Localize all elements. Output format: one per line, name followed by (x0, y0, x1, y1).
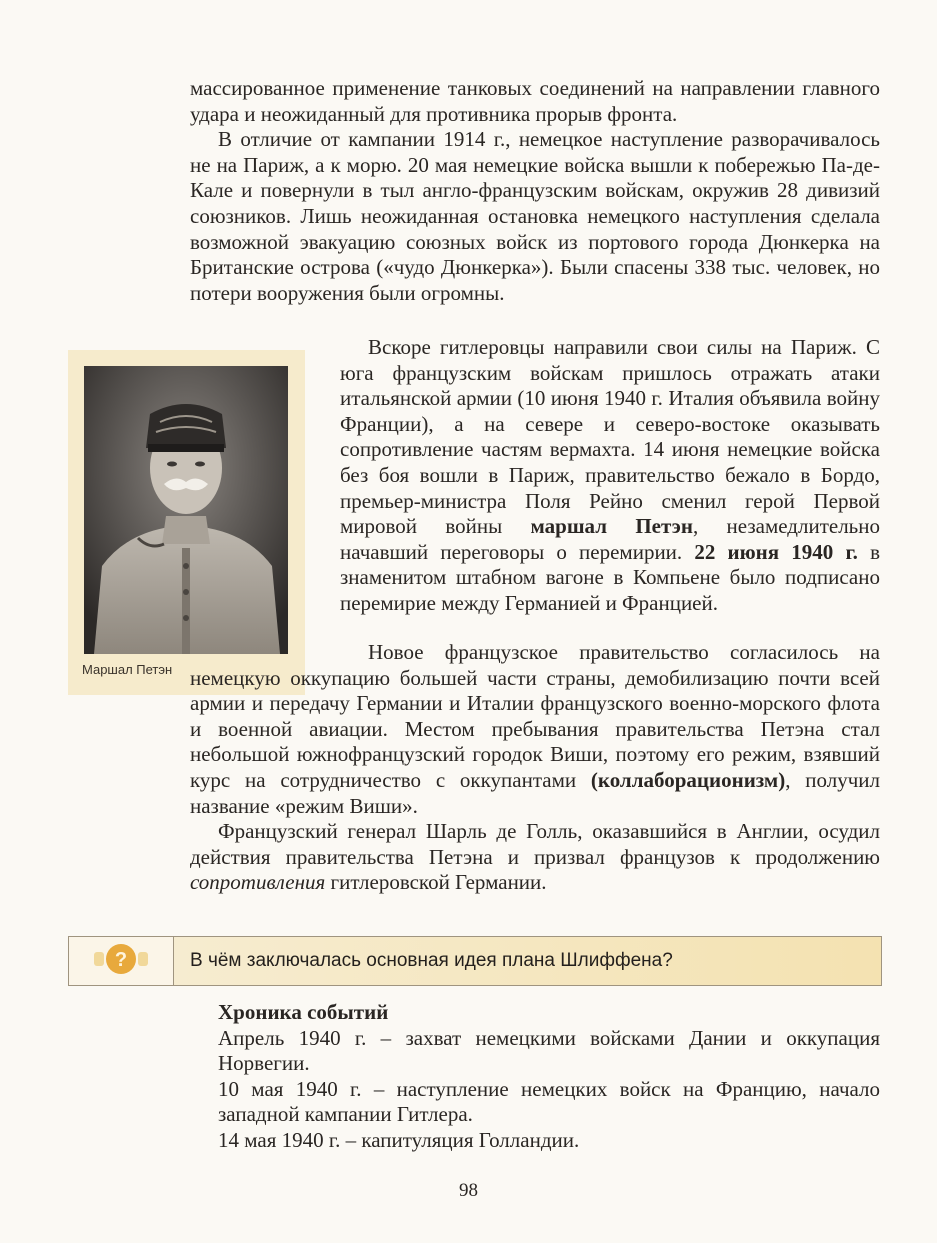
marshal-petain-bold: маршал Петэн (530, 514, 693, 539)
paris-text-2: , незамедлительно начавший переговоры о перемирии. (340, 514, 880, 564)
new-government-paragraph (190, 640, 880, 819)
paris-text-1: Вскоре гитлеровцы направили свои силы на Париж. С юга французским войскам пришлось отражать атаки итальянской армии (10 июня 1940 г. Италия объявила войну Франции), а на севере и северо-востоке оказывать сопротивление частям вермахта. 14 июня немецкие войска без боя вошли в Париж, правительство бежало в Бордо, премьер-министра Поля Рейно сменил герой Первой мировой войны (340, 335, 880, 539)
de-gaulle-text-1: Французский генерал Шарль де Голль, оказавшийся в Англии, осудил действия правительства Петэна и призвал французов к продолжению (190, 819, 880, 869)
chronicle-entry-text: Апрель 1940 г. – захват немецкими войсками Дании и оккупация Норвегии. (218, 1025, 880, 1076)
intro-text (190, 76, 880, 306)
paris-text-3: в знаменитом штабном вагоне в Компьене было подписано перемирие между Германией и Францией. (340, 539, 880, 615)
question-icon-cell (69, 937, 174, 985)
chronicle-entry-text: 10 мая 1940 г. – наступление немецких войск на Францию, начало западной кампании Гитлера. (218, 1076, 880, 1127)
page-number: 98 (459, 1180, 478, 1201)
de-gaulle-paragraph (190, 819, 880, 896)
de-gaulle-text-2: гитлеровской Германии. (325, 870, 547, 895)
svg-text:?: ? (114, 948, 128, 971)
armistice-date-bold: 22 июня 1940 г. (694, 539, 858, 564)
lower-text (190, 640, 880, 896)
new-gov-text-2: , получил название «режим Виши». (190, 767, 880, 818)
resistance-italic: сопротивления (190, 870, 326, 895)
chronicle-entry (218, 1026, 880, 1077)
chronicle-section (218, 1000, 880, 1154)
collaborationism-bold: (коллаборационизм) (590, 767, 786, 792)
chronicle-entry (218, 1077, 880, 1128)
new-gov-text-1: Новое французское правительство согласилось на немецкую оккупацию большей части страны, демобилизацию почти всей армии и передачу Германии и Италии французского военно-морского флота и военной авиации. Местом пребывания правительства Петэна стал небольшой южнофранцузский городок Виши, поэтому его режим, взявший курс на сотрудничество с оккупантами (190, 640, 880, 792)
marshal-petain-photo (84, 366, 288, 654)
chronicle-entry (218, 1128, 880, 1154)
wrap-paragraph (340, 335, 880, 617)
chronicle-title: Хроника событий (218, 1000, 389, 1024)
paragraph-1: массированное применение танковых соединений на направлении главного удара и неожиданный для противника прорыв фронта. (190, 76, 880, 126)
paragraph-2: В отличие от кампании 1914 г., немецкое наступление разворачивалось не на Париж, а к морю. 20 мая немецкие войска вышли к побережью Па-де-Кале и повернули в тыл англо-французским войскам, окружив 28 дивизий союзников. Лишь неожиданная остановка немецкого наступления сделала возможной эвакуацию союзных войск из портового города Дюнкерка на Британские острова («чудо Дюнкерка»). Были спасены 338 тыс. человек, но потери вооружения были огромны. (190, 127, 880, 305)
photo-caption: Маршал Петэн (82, 662, 173, 677)
chronicle-entry-text: 14 мая 1940 г. – капитуляция Голландии. (218, 1127, 580, 1152)
question-icon (92, 942, 150, 981)
question-text: В чём заключалась основная идея плана Шлиффена? (174, 937, 881, 985)
paris-paragraph (340, 335, 880, 617)
question-box (68, 936, 882, 986)
